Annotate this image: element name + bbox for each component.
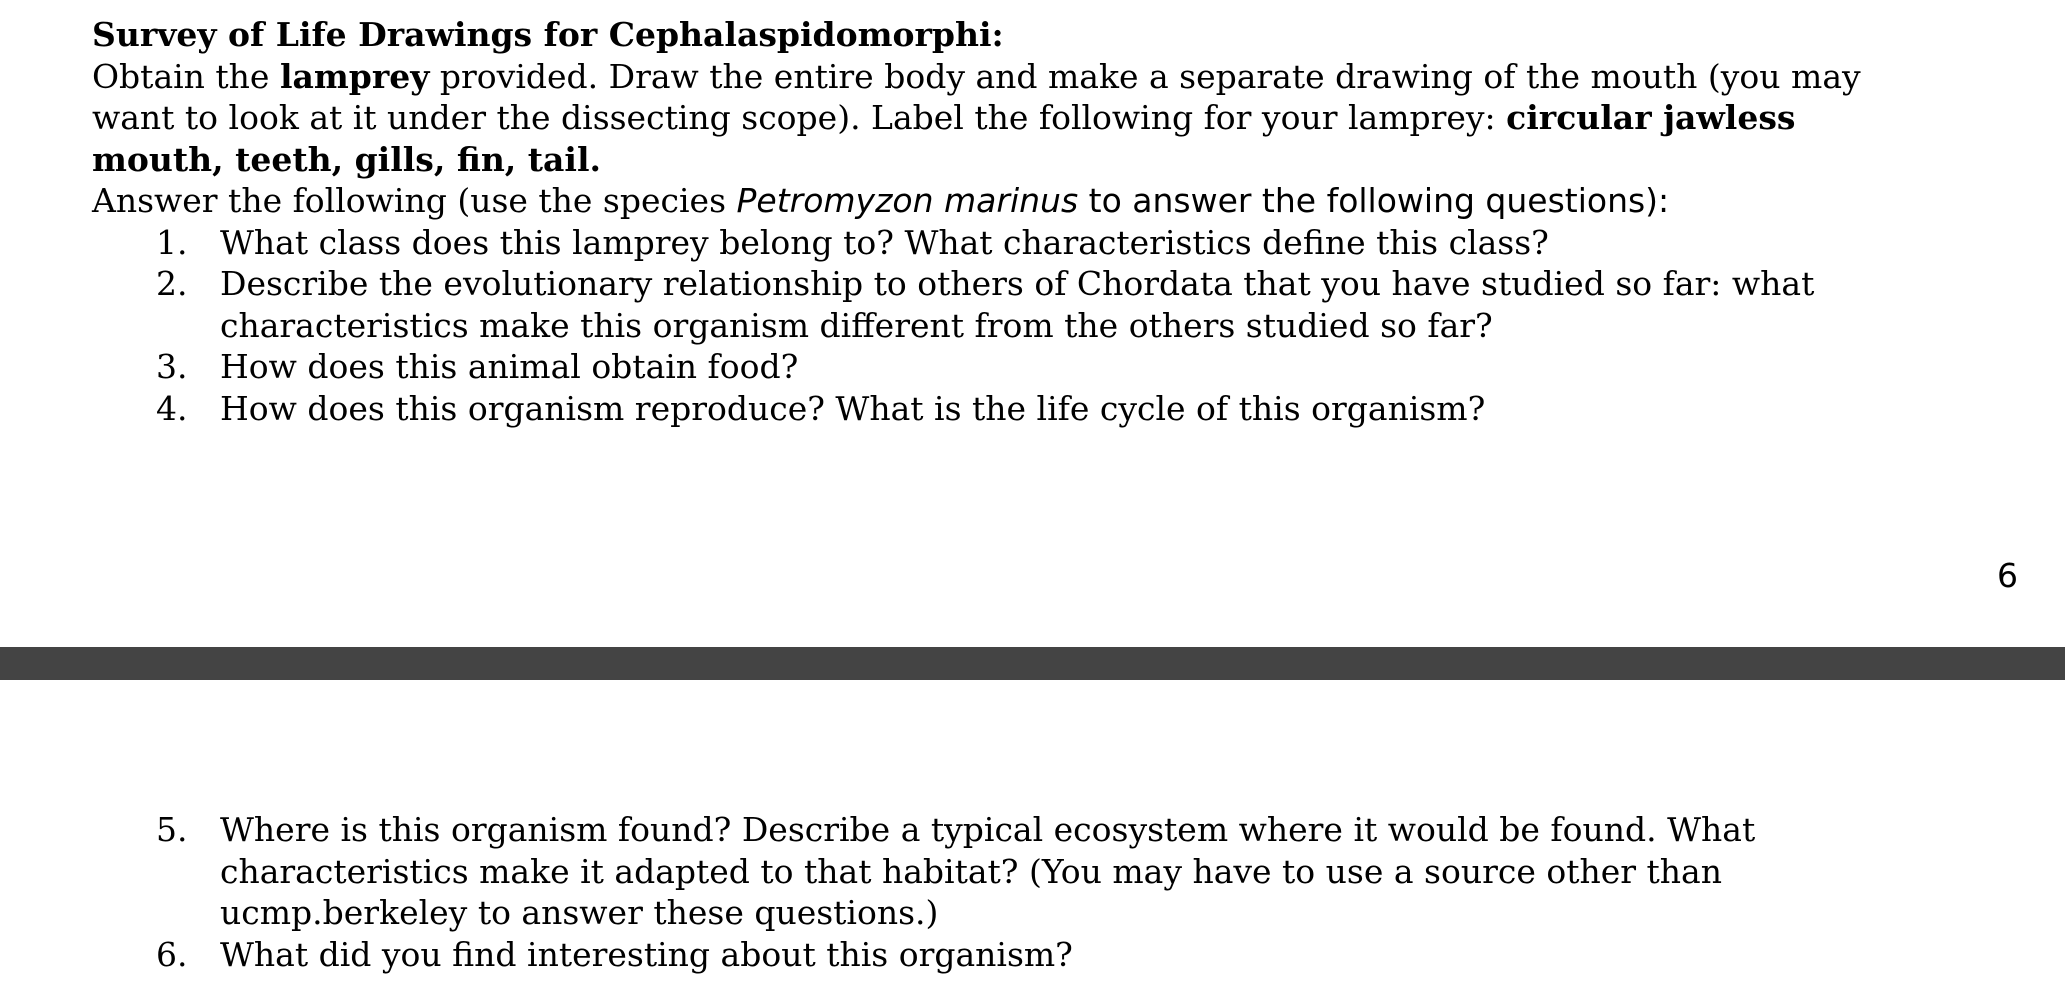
page-number: 6 [1997,556,2018,595]
answer-instruction [92,180,2032,222]
question-list-2 [92,809,2032,975]
page-6-content [92,14,2032,429]
question-item [92,934,2032,976]
question-item [92,809,2032,934]
question-text: characteristics make it adapted to that habitat? (You may have to use a source other than [220,851,1722,891]
intro-line-1 [92,56,2032,98]
question-text: How does this animal obtain food? [220,347,799,386]
question-number: 5. [156,810,188,849]
question-text: What class does this lamprey belong to? What characteristics define this class? [220,222,1549,262]
intro-text: want to look at it under the dissecting scope). Label the following for your lamprey: [92,98,1507,137]
question-item [92,346,2032,388]
question-number: 3. [156,347,188,386]
intro-text: Obtain the [92,56,280,96]
section-title: Survey of Life Drawings for Cephalaspidomorphi: [92,15,1004,54]
question-item [92,263,2032,346]
intro-line-2 [92,97,2032,139]
question-text: ucmp.berkeley to answer these questions.) [220,893,939,932]
answer-text: to answer the following questions): [1078,181,1670,220]
page-divider [0,647,2065,680]
intro-line-3: mouth, teeth, gills, fin, tail. [92,139,601,179]
page-7 [0,680,2065,981]
question-list-1 [92,222,2032,430]
question-item [92,222,2032,264]
question-number: 2. [156,264,188,303]
question-item [92,388,2032,430]
question-text: How does this organism reproduce? What is the life cycle of this organism? [220,388,1486,428]
question-text: Where is this organism found? Describe a typical ecosystem where it would be found. What [220,810,1756,849]
intro-bold-labels: circular jawless [1506,98,1796,137]
question-text: What did you find interesting about this organism? [220,934,1073,974]
intro-bold-lamprey: lamprey [279,56,430,96]
question-text: Describe the evolutionary relationship to others of Chordata that you have studied so far: what [220,264,1815,303]
species-name: Petromyzon marinus [736,181,1079,220]
question-text: characteristics make this organism different from the others studied so far? [220,305,1493,345]
page-7-content [92,809,2032,975]
question-number: 1. [156,222,188,262]
answer-text: Answer the following (use the species [92,181,737,220]
question-number: 6. [156,934,188,974]
intro-text: provided. Draw the entire body and make a separate drawing of the mouth (you may [429,56,1861,96]
question-number: 4. [156,388,188,428]
